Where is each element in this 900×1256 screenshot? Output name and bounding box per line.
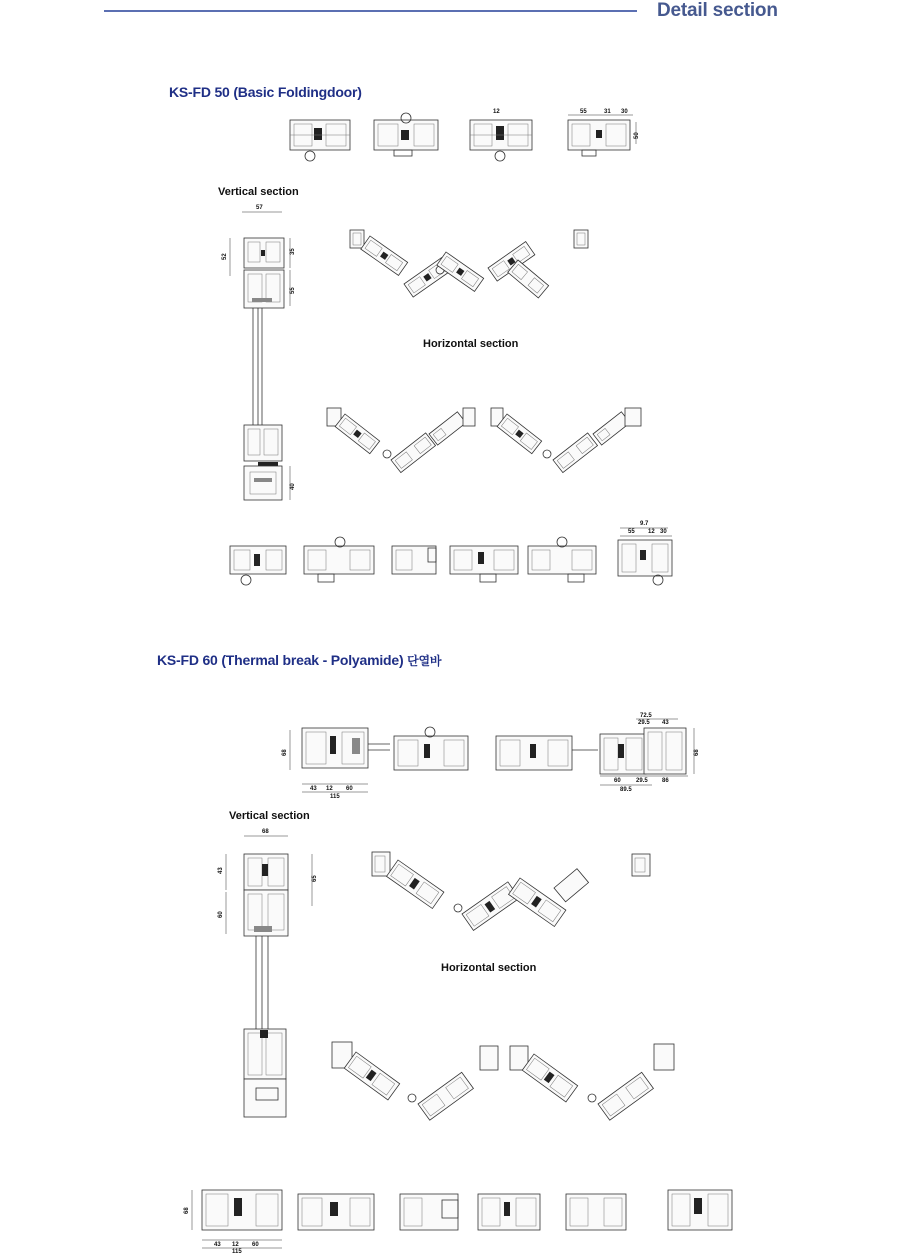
fd50-top-profiles xyxy=(288,104,648,164)
dim-label: 43 xyxy=(214,1242,221,1248)
dim-label: 55 xyxy=(290,287,296,294)
dim-label: 60 xyxy=(346,786,353,792)
dim-label: 65 xyxy=(312,875,318,882)
dim-label: 60 xyxy=(614,778,621,784)
dim-label: 12 xyxy=(326,786,333,792)
dim-label: 30 xyxy=(660,529,667,535)
dim-label: 89.5 xyxy=(620,787,632,793)
fd50-vertical-drawing xyxy=(218,200,318,505)
dim-label: 43 xyxy=(218,867,224,874)
fd60-vertical-drawing xyxy=(214,824,324,1120)
dim-label: 12 xyxy=(232,1242,239,1248)
dim-label: 72.5 xyxy=(640,713,652,719)
dim-label: 52 xyxy=(222,253,228,260)
fd60-title-suffix: 단열바 xyxy=(407,654,442,668)
dim-label: 55 xyxy=(628,529,635,535)
dim-label: 9.7 xyxy=(640,521,649,527)
dim-label: 115 xyxy=(232,1249,242,1255)
dim-label: 68 xyxy=(694,749,700,756)
fd50-section-title: KS-FD 50 (Basic Foldingdoor) xyxy=(169,84,362,100)
fd50-vertical-caption: Vertical section xyxy=(218,186,299,198)
dim-label: 60 xyxy=(252,1242,259,1248)
dim-label: 68 xyxy=(184,1207,190,1214)
dim-label: 57 xyxy=(256,205,263,211)
dim-label: 12 xyxy=(648,529,655,535)
fd50-bottom-profiles xyxy=(228,516,688,586)
dim-label: 60 xyxy=(218,911,224,918)
dim-label: 68 xyxy=(282,749,288,756)
dim-label: 115 xyxy=(330,794,340,800)
dim-label: 30 xyxy=(621,109,628,115)
dim-label: 43 xyxy=(662,720,669,726)
fd50-horizontal-lower xyxy=(325,404,645,484)
fd60-horizontal-upper xyxy=(370,848,660,938)
dim-label: 12 xyxy=(493,109,500,115)
fd60-vertical-caption: Vertical section xyxy=(229,810,310,822)
fd50-horizontal-upper xyxy=(348,226,598,306)
header-rule xyxy=(104,10,637,12)
dim-label: 68 xyxy=(262,829,269,835)
dim-label: 86 xyxy=(662,778,669,784)
fd60-section-title xyxy=(157,652,441,669)
dim-label: 50 xyxy=(634,132,640,139)
dim-label: 55 xyxy=(580,109,587,115)
page-title: Detail section xyxy=(657,0,778,21)
dim-label: 43 xyxy=(310,786,317,792)
dim-label: 31 xyxy=(604,109,611,115)
fd50-horizontal-caption: Horizontal section xyxy=(423,338,519,350)
dim-label: 29.5 xyxy=(636,778,648,784)
fd60-bottom-profiles xyxy=(180,1184,740,1254)
dim-label: 29.5 xyxy=(638,720,650,726)
fd60-title-text: KS-FD 60 (Thermal break - Polyamide) xyxy=(157,652,404,668)
fd60-top-profiles xyxy=(278,708,708,804)
fd60-horizontal-caption: Horizontal section xyxy=(441,962,537,974)
dim-label: 40 xyxy=(290,483,296,490)
fd60-horizontal-lower xyxy=(330,1036,690,1126)
dim-label: 35 xyxy=(290,248,296,255)
